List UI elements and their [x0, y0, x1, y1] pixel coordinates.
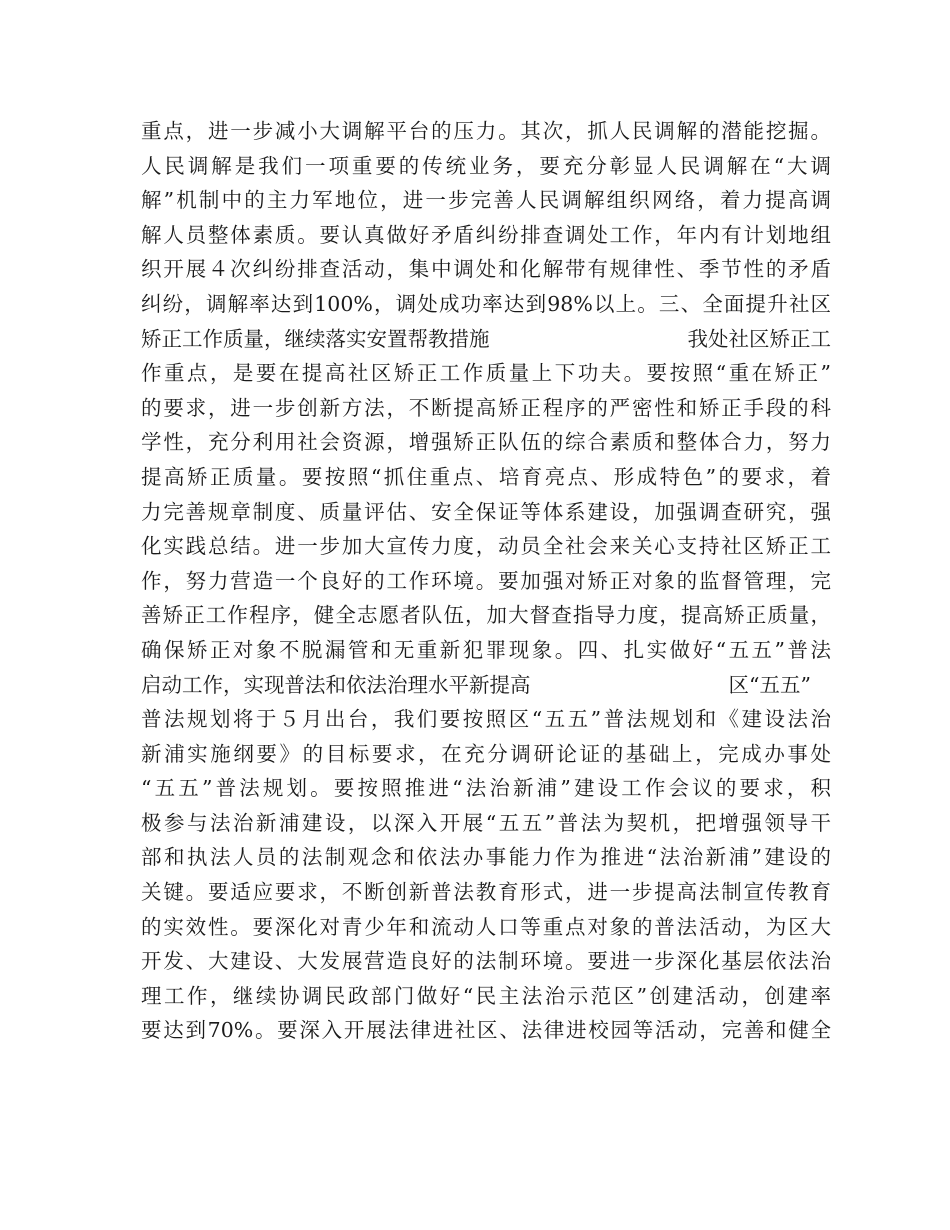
body-text: [141, 114, 831, 1048]
text-line: 开发、大建设、大发展营造良好的法制环境。要进一步深化基层依法治: [141, 949, 831, 974]
text-line: 化实践总结。进一步加大宣传力度，动员全社会来关心支持社区矫正工: [141, 534, 831, 559]
text-line: 的实效性。要深化对青少年和流动人口等重点对象的普法活动，为区大: [141, 914, 831, 939]
text-line: 纠纷，调解率达到100%，调处成功率达到98%以上。三、全面提升社区: [141, 291, 831, 316]
text-line: 织开展４次纠纷排查活动，集中调处和化解带有规律性、季节性的矛盾: [141, 257, 831, 282]
text-line: 人民调解是我们一项重要的传统业务，要充分彰显人民调解在“大调: [141, 153, 831, 178]
text-line: 的要求，进一步创新方法，不断提高矫正程序的严密性和矫正手段的科: [141, 395, 831, 420]
text-line: 作重点，是要在提高社区矫正工作质量上下功夫。要按照“重在矫正”: [141, 361, 831, 386]
text-line: 部和执法人员的法制观念和依法办事能力作为推进“法治新浦”建设的: [141, 845, 831, 870]
text-line: 解人员整体素质。要认真做好矛盾纠纷排查调处工作，年内有计划地组: [141, 222, 831, 247]
text-line: 要达到70%。要深入开展法律进社区、法律进校园等活动，完善和健全: [141, 1018, 831, 1043]
text-line: 极参与法治新浦建设，以深入开展“五五”普法为契机，把增强领导干: [141, 810, 831, 835]
text-line: 力完善规章制度、质量评估、安全保证等体系建设，加强调查研究，强: [141, 499, 831, 524]
text-line: 善矫正工作程序，健全志愿者队伍，加大督查指导力度，提高矫正质量，: [141, 603, 831, 628]
section-heading-four: 启动工作，实现普法和依法治理水平新提高: [141, 672, 531, 697]
text-line: 学性，充分利用社会资源，增强矫正队伍的综合素质和整体合力，努力: [141, 430, 831, 455]
text-line: 确保矫正对象不脱漏管和无重新犯罪现象。四、扎实做好“五五”普法: [141, 637, 831, 662]
text-line-tail: 我处社区矫正工: [687, 326, 831, 351]
text-line-split: [141, 322, 831, 357]
text-line: 作，努力营造一个良好的工作环境。要加强对矫正对象的监督管理，完: [141, 568, 831, 593]
text-line: 关键。要适应要求，不断创新普法教育形式，进一步提高法制宣传教育: [141, 880, 831, 905]
text-line: 普法规划将于５月出台，我们要按照区“五五”普法规划和《建设法治: [141, 707, 831, 732]
text-line: 重点，进一步减小大调解平台的压力。其次，抓人民调解的潜能挖掘。: [141, 119, 831, 143]
section-heading-three: 矫正工作质量，继续落实安置帮教措施: [141, 326, 490, 351]
text-line: “五五”普法规划。要按照推进“法治新浦”建设工作会议的要求，积: [141, 776, 831, 801]
text-line: 理工作，继续协调民政部门做好“民主法治示范区”创建活动，创建率: [141, 983, 831, 1008]
text-line-split: [141, 668, 831, 703]
text-line: 解”机制中的主力军地位，进一步完善人民调解组织网络，着力提高调: [141, 188, 831, 213]
text-line: 新浦实施纲要》的目标要求，在充分调研论证的基础上，完成办事处: [141, 741, 831, 766]
text-line-tail: 区“五五”: [728, 672, 811, 697]
text-line: 提高矫正质量。要按照“抓住重点、培育亮点、形成特色”的要求，着: [141, 464, 831, 489]
